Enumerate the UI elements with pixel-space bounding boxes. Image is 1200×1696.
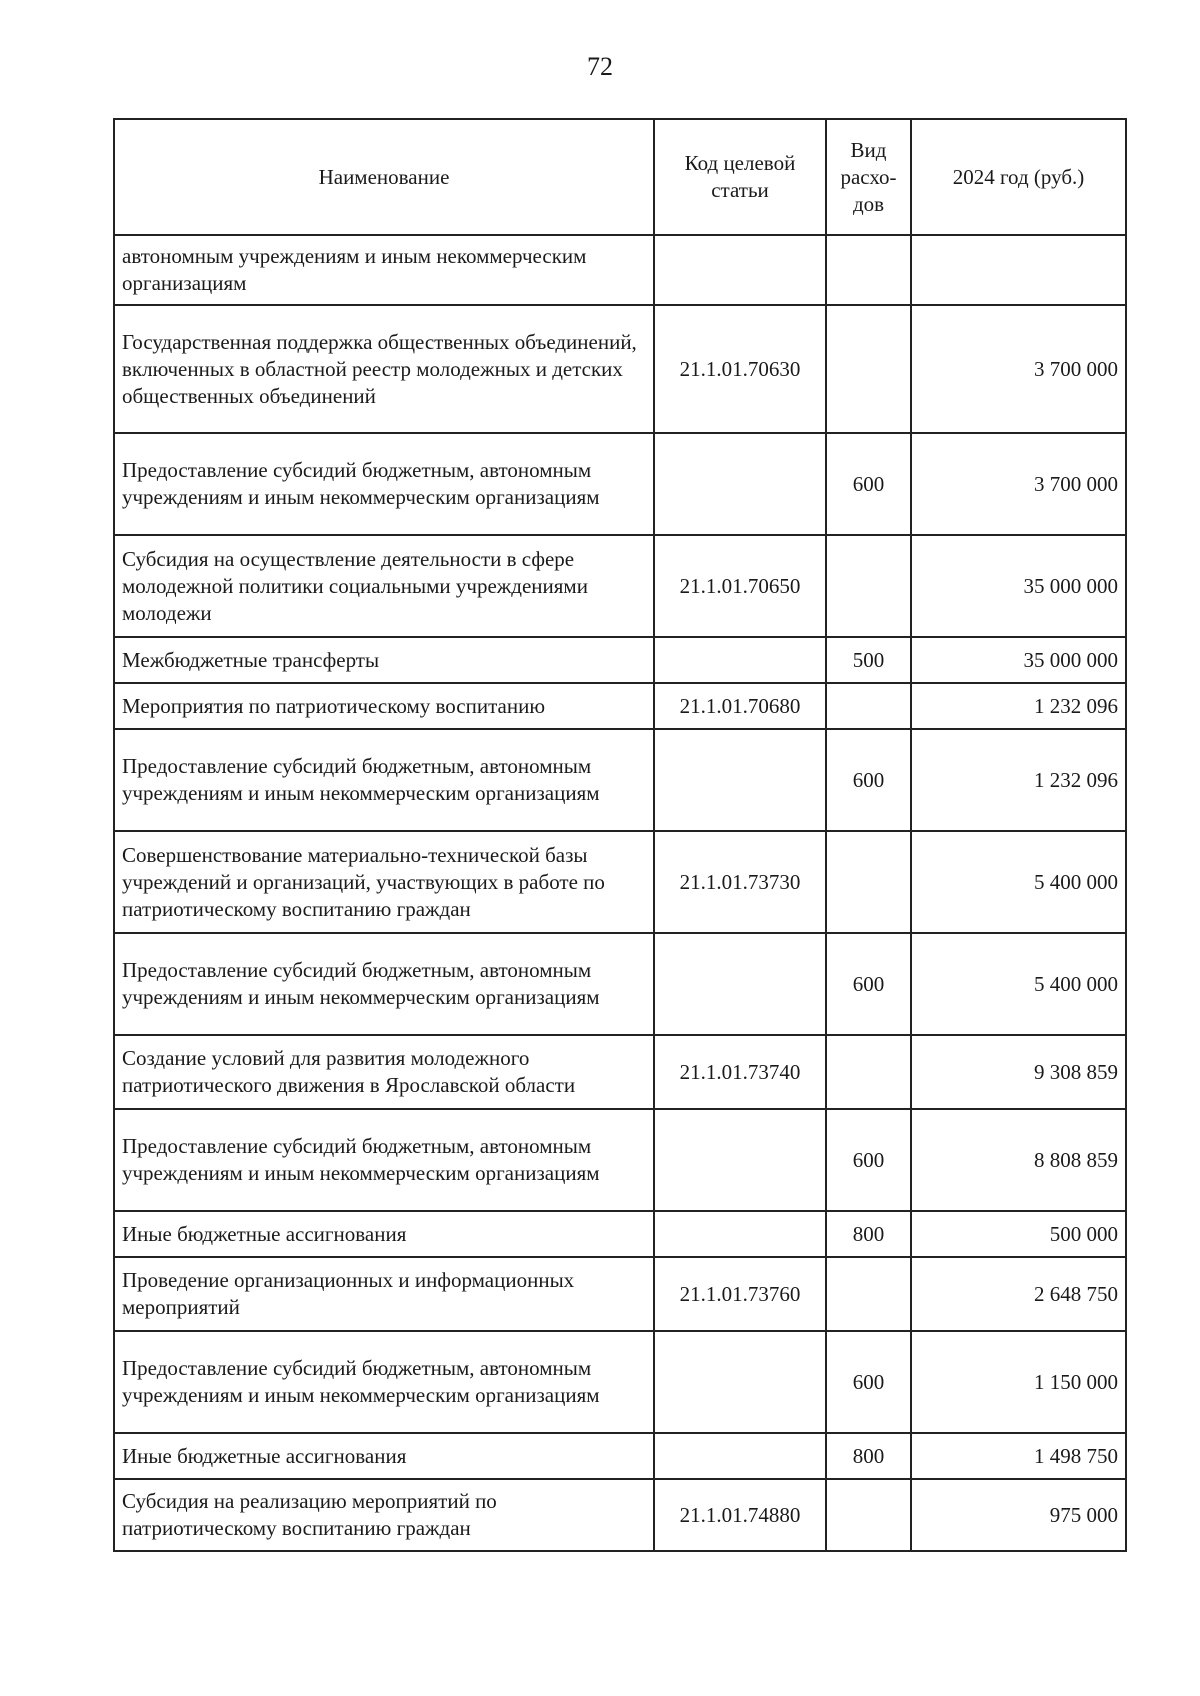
cell-name: Межбюджетные трансферты xyxy=(114,637,654,683)
cell-code: 21.1.01.70650 xyxy=(654,535,826,637)
table-row xyxy=(114,1479,1126,1551)
cell-code xyxy=(654,433,826,535)
cell-type: 800 xyxy=(826,1433,911,1479)
cell-code xyxy=(654,1331,826,1433)
cell-code xyxy=(654,1211,826,1257)
cell-type xyxy=(826,683,911,729)
cell-name: Субсидия на осуществление деятельности в сфере молодежной политики социальными учреждениями молодежи xyxy=(114,535,654,637)
cell-name: Предоставление субсидий бюджетным, автономным учреждениям и иным некоммерческим организациям xyxy=(114,933,654,1035)
header-type: Вид расхо-дов xyxy=(826,119,911,235)
cell-type: 600 xyxy=(826,933,911,1035)
cell-code xyxy=(654,1109,826,1211)
cell-sum: 2 648 750 xyxy=(911,1257,1126,1331)
table-row xyxy=(114,1257,1126,1331)
header-name: Наименование xyxy=(114,119,654,235)
cell-type xyxy=(826,1479,911,1551)
page-number: 72 xyxy=(587,52,613,81)
cell-name: Проведение организационных и информационных мероприятий xyxy=(114,1257,654,1331)
cell-name: Предоставление субсидий бюджетным, автономным учреждениям и иным некоммерческим организациям xyxy=(114,1109,654,1211)
cell-name: Иные бюджетные ассигнования xyxy=(114,1211,654,1257)
cell-type xyxy=(826,1035,911,1109)
cell-name: автономным учреждениям и иным некоммерческим организациям xyxy=(114,235,654,305)
cell-name: Предоставление субсидий бюджетным, автономным учреждениям и иным некоммерческим организациям xyxy=(114,729,654,831)
table-row xyxy=(114,1109,1126,1211)
cell-type: 600 xyxy=(826,1331,911,1433)
table-row xyxy=(114,683,1126,729)
cell-code: 21.1.01.73740 xyxy=(654,1035,826,1109)
cell-sum xyxy=(911,235,1126,305)
cell-sum: 1 150 000 xyxy=(911,1331,1126,1433)
table-header-row xyxy=(114,119,1126,235)
cell-name: Совершенствование материально-технической базы учреждений и организаций, участвующих в работе по патриотическому воспитанию граждан xyxy=(114,831,654,933)
cell-type: 800 xyxy=(826,1211,911,1257)
cell-type: 600 xyxy=(826,1109,911,1211)
cell-type: 600 xyxy=(826,433,911,535)
table-row xyxy=(114,433,1126,535)
table-row xyxy=(114,235,1126,305)
cell-name: Предоставление субсидий бюджетным, автономным учреждениям и иным некоммерческим организациям xyxy=(114,1331,654,1433)
cell-type xyxy=(826,235,911,305)
cell-sum: 3 700 000 xyxy=(911,433,1126,535)
cell-code xyxy=(654,729,826,831)
cell-code xyxy=(654,637,826,683)
cell-code xyxy=(654,235,826,305)
table-row xyxy=(114,1331,1126,1433)
cell-name: Государственная поддержка общественных объединений, включенных в областной реестр молодежных и детских общественных объединений xyxy=(114,305,654,433)
table-row xyxy=(114,1035,1126,1109)
budget-table xyxy=(113,118,1127,1552)
cell-sum: 1 232 096 xyxy=(911,683,1126,729)
cell-sum: 3 700 000 xyxy=(911,305,1126,433)
cell-name: Субсидия на реализацию мероприятий по патриотическому воспитанию граждан xyxy=(114,1479,654,1551)
cell-code: 21.1.01.73760 xyxy=(654,1257,826,1331)
cell-sum: 5 400 000 xyxy=(911,831,1126,933)
cell-sum: 35 000 000 xyxy=(911,535,1126,637)
header-code: Код целевой статьи xyxy=(654,119,826,235)
table-row xyxy=(114,1211,1126,1257)
cell-code xyxy=(654,1433,826,1479)
table-row xyxy=(114,933,1126,1035)
cell-sum: 9 308 859 xyxy=(911,1035,1126,1109)
cell-code: 21.1.01.70680 xyxy=(654,683,826,729)
table-row xyxy=(114,637,1126,683)
table-row xyxy=(114,1433,1126,1479)
cell-type: 500 xyxy=(826,637,911,683)
table-row xyxy=(114,535,1126,637)
table-row xyxy=(114,729,1126,831)
cell-sum: 8 808 859 xyxy=(911,1109,1126,1211)
table-row xyxy=(114,831,1126,933)
cell-code: 21.1.01.74880 xyxy=(654,1479,826,1551)
cell-code: 21.1.01.70630 xyxy=(654,305,826,433)
cell-type xyxy=(826,535,911,637)
cell-name: Мероприятия по патриотическому воспитанию xyxy=(114,683,654,729)
cell-sum: 35 000 000 xyxy=(911,637,1126,683)
cell-sum: 500 000 xyxy=(911,1211,1126,1257)
cell-name: Создание условий для развития молодежного патриотического движения в Ярославской области xyxy=(114,1035,654,1109)
cell-code: 21.1.01.73730 xyxy=(654,831,826,933)
cell-sum: 1 232 096 xyxy=(911,729,1126,831)
header-sum: 2024 год (руб.) xyxy=(911,119,1126,235)
cell-type xyxy=(826,831,911,933)
cell-type xyxy=(826,305,911,433)
cell-type: 600 xyxy=(826,729,911,831)
cell-sum: 1 498 750 xyxy=(911,1433,1126,1479)
cell-name: Иные бюджетные ассигнования xyxy=(114,1433,654,1479)
cell-sum: 975 000 xyxy=(911,1479,1126,1551)
table-row xyxy=(114,305,1126,433)
cell-name: Предоставление субсидий бюджетным, автономным учреждениям и иным некоммерческим организациям xyxy=(114,433,654,535)
cell-code xyxy=(654,933,826,1035)
cell-sum: 5 400 000 xyxy=(911,933,1126,1035)
cell-type xyxy=(826,1257,911,1331)
